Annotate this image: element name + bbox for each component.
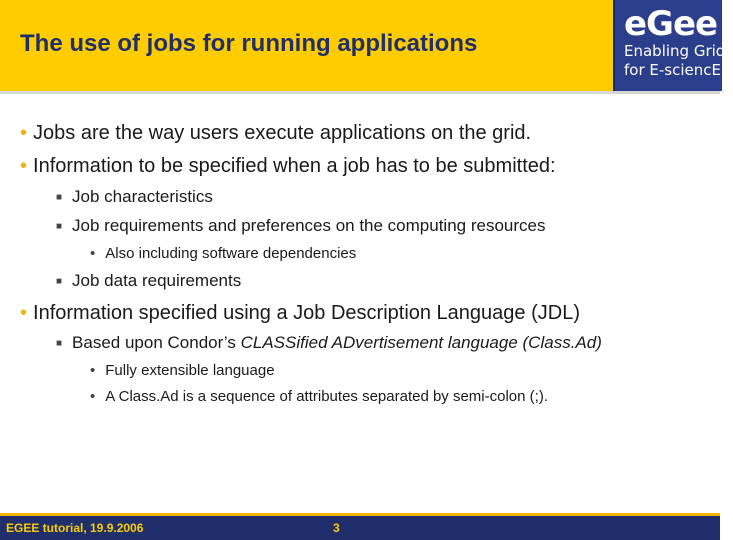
bullet-1-text: Jobs are the way users execute applications on the grid. xyxy=(33,122,532,144)
square-bullet-icon: ■ xyxy=(56,276,63,287)
egee-logo xyxy=(613,0,733,91)
sub-sub-bullet xyxy=(90,245,356,262)
logo-word: eGee xyxy=(624,4,718,44)
sub-bullet-text: Job data requirements xyxy=(72,271,242,290)
footer-bar xyxy=(0,516,720,540)
dot-bullet-icon: • xyxy=(90,362,96,379)
dot-bullet-icon: • xyxy=(90,245,96,262)
bullet-dot-icon: • xyxy=(20,302,28,324)
sub-bullet xyxy=(56,333,602,353)
sub-bullet xyxy=(56,187,213,207)
bullet-dot-icon: • xyxy=(20,155,28,177)
sub-bullet-text: Job characteristics xyxy=(72,187,213,206)
bullet-3-text: Information specified using a Job Description Language (JDL) xyxy=(33,302,580,324)
square-bullet-icon: ■ xyxy=(56,192,63,203)
slide-title: The use of jobs for running applications xyxy=(20,30,478,57)
sub-sub-bullet xyxy=(90,388,548,405)
bullet-2-text: Information to be specified when a job has to be submitted: xyxy=(33,155,556,177)
header-divider xyxy=(0,91,720,94)
bullet-3 xyxy=(20,302,580,325)
header-bar xyxy=(0,0,733,91)
sub-sub-bullet-text: Also including software dependencies xyxy=(105,245,357,262)
sub-sub-bullet xyxy=(90,362,275,379)
bullet-1 xyxy=(20,122,531,145)
sub-sub-bullet-text: Fully extensible language xyxy=(105,362,275,379)
bullet-dot-icon: • xyxy=(20,122,28,144)
square-bullet-icon: ■ xyxy=(56,221,63,232)
sub-bullet-text: Based upon Condor’s xyxy=(72,333,241,352)
logo-tagline-2: for E-sciencE xyxy=(624,61,721,79)
sub-bullet xyxy=(56,271,241,291)
sub-bullet xyxy=(56,216,545,236)
sub-bullet-text: Job requirements and preferences on the computing resources xyxy=(72,216,546,235)
page-number: 3 xyxy=(333,521,340,535)
classad-term: CLASSified ADvertisement language (Class.Ad) xyxy=(240,333,602,352)
square-bullet-icon: ■ xyxy=(56,338,63,349)
logo-tagline-1: Enabling Grids xyxy=(624,42,733,60)
bullet-2 xyxy=(20,155,556,178)
sub-sub-bullet-text: A Class.Ad is a sequence of attributes separated by semi-colon (;). xyxy=(105,388,548,405)
footer-caption: EGEE tutorial, 19.9.2006 xyxy=(6,521,144,535)
dot-bullet-icon: • xyxy=(90,388,96,405)
